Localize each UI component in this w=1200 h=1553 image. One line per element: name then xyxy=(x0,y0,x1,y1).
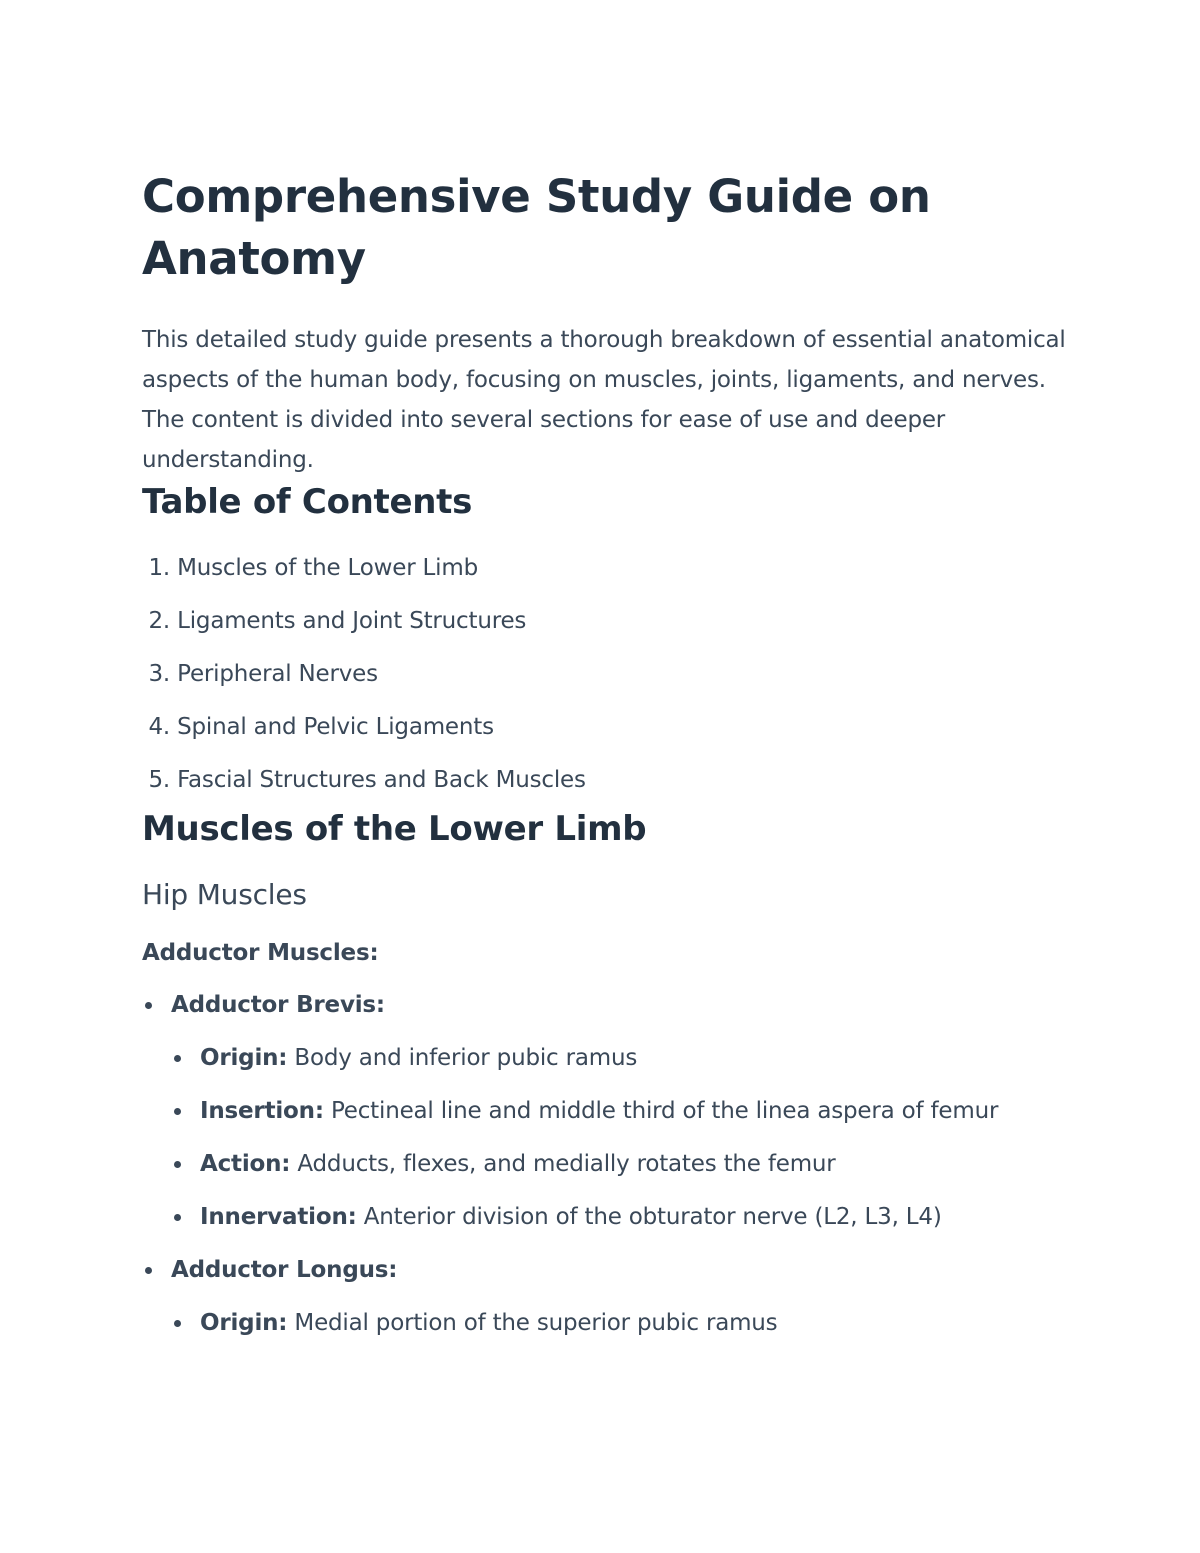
muscle-name: Adductor Longus: xyxy=(171,1257,398,1283)
detail-text: Medial portion of the superior pubic ramus xyxy=(287,1310,778,1336)
toc-item xyxy=(142,648,1072,701)
detail-text: Anterior division of the obturator nerve (L2, L3, L4) xyxy=(356,1204,942,1230)
toc-item-number: 4. xyxy=(148,714,170,740)
detail-label: Insertion: xyxy=(200,1098,324,1124)
toc-item-label: Peripheral Nerves xyxy=(177,661,378,687)
muscle-detail-list xyxy=(171,1297,1072,1350)
intro-paragraph: This detailed study guide presents a thorough breakdown of essential anatomical aspects of the human body, focusing on muscles, joints, ligaments, and nerves. The content is divided into several sections for ease of use and deeper understanding. xyxy=(142,327,1066,473)
toc-item-number: 1. xyxy=(148,555,170,581)
detail-item-innervation xyxy=(171,1191,1072,1244)
bullet-icon xyxy=(145,1267,152,1274)
bullet-icon xyxy=(145,1002,152,1009)
table-of-contents xyxy=(142,542,1072,807)
toc-item-label: Muscles of the Lower Limb xyxy=(177,555,478,581)
muscle-detail-list xyxy=(171,1032,1072,1244)
muscle-item-adductor-longus xyxy=(142,1244,1072,1350)
toc-item xyxy=(142,701,1072,754)
muscle-name: Adductor Brevis: xyxy=(171,992,385,1018)
bullet-icon xyxy=(174,1108,181,1115)
toc-item-label: Fascial Structures and Back Muscles xyxy=(177,767,586,793)
document-title: Comprehensive Study Guide on Anatomy xyxy=(142,170,931,285)
detail-item-origin xyxy=(171,1297,1072,1350)
toc-item-number: 2. xyxy=(148,608,170,634)
toc-heading: Table of Contents xyxy=(142,482,473,522)
toc-item xyxy=(142,595,1072,648)
muscle-item-adductor-brevis xyxy=(142,979,1072,1244)
bullet-icon xyxy=(174,1161,181,1168)
document-page xyxy=(142,166,1072,1350)
detail-item-action xyxy=(171,1138,1072,1191)
toc-item-number: 3. xyxy=(148,661,170,687)
detail-label: Origin: xyxy=(200,1310,288,1336)
muscle-list xyxy=(142,979,1072,1350)
detail-label: Innervation: xyxy=(200,1204,357,1230)
detail-label: Origin: xyxy=(200,1045,288,1071)
toc-item xyxy=(142,754,1072,807)
bullet-icon xyxy=(174,1214,181,1221)
bullet-icon xyxy=(174,1320,181,1327)
section-heading-lower-limb: Muscles of the Lower Limb xyxy=(142,809,647,849)
bullet-icon xyxy=(174,1055,181,1062)
detail-text: Body and inferior pubic ramus xyxy=(287,1045,638,1071)
detail-text: Pectineal line and middle third of the linea aspera of femur xyxy=(323,1098,999,1124)
toc-item-label: Ligaments and Joint Structures xyxy=(177,608,527,634)
toc-item-label: Spinal and Pelvic Ligaments xyxy=(177,714,494,740)
detail-text: Adducts, flexes, and medially rotates the femur xyxy=(290,1151,836,1177)
detail-item-insertion xyxy=(171,1085,1072,1138)
detail-label: Action: xyxy=(200,1151,291,1177)
subsection-heading-hip-muscles: Hip Muscles xyxy=(142,878,307,911)
toc-item-number: 5. xyxy=(148,767,170,793)
detail-item-origin xyxy=(171,1032,1072,1085)
toc-item xyxy=(142,542,1072,595)
group-label-adductor-muscles: Adductor Muscles: xyxy=(142,940,379,966)
